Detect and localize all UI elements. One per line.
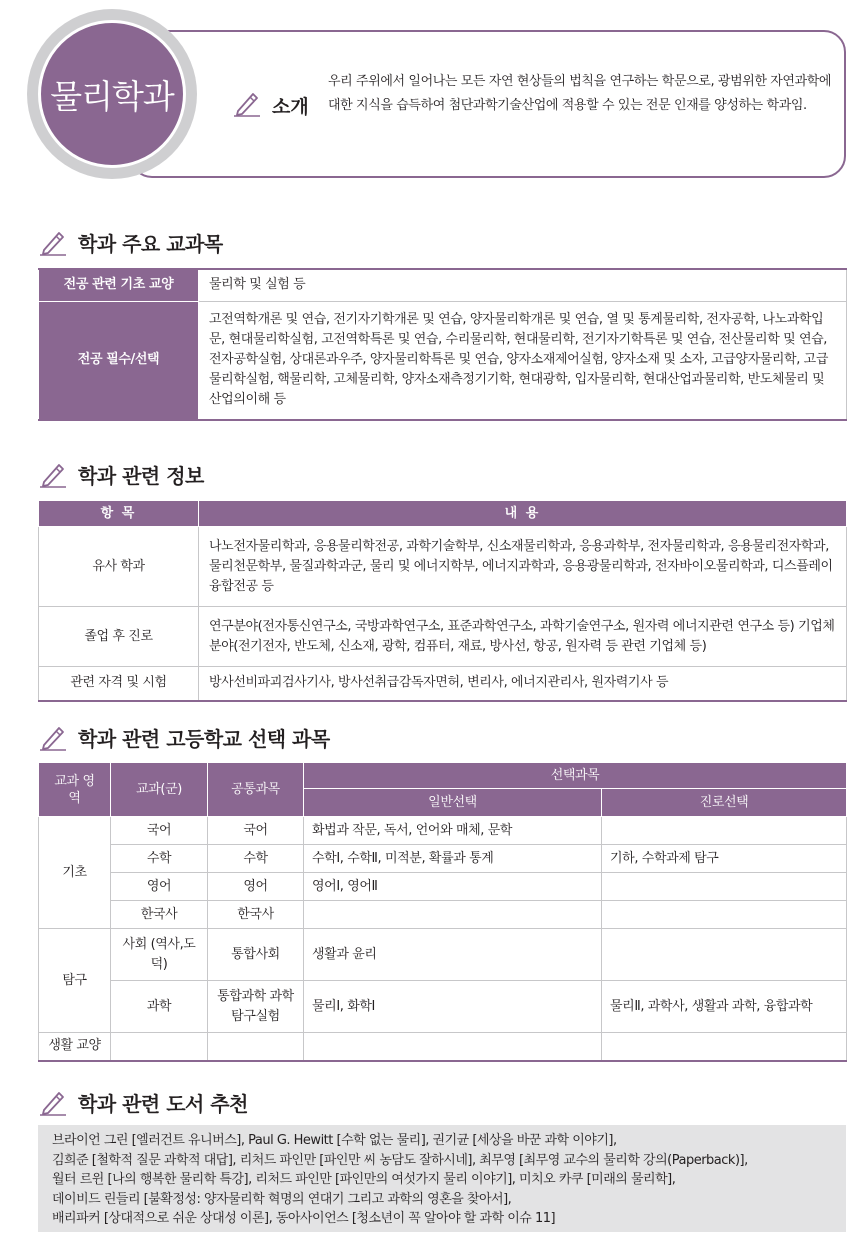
common-cell: 수학 xyxy=(208,845,304,873)
general-cell: 영어Ⅰ, 영어Ⅱ xyxy=(304,873,602,901)
common-cell: 통합과학 과학탐구실험 xyxy=(208,981,304,1033)
area-cell: 기초 xyxy=(39,817,111,929)
book-line: 데이비드 린들리 [불확정성: 양자물리학 혁명의 연대기 그리고 과학의 영혼을 찾아서], xyxy=(52,1191,512,1207)
table-row xyxy=(39,817,847,845)
table-row xyxy=(39,667,847,701)
table-row xyxy=(39,981,847,1033)
section-courses-heading xyxy=(38,227,223,257)
row-key: 전공 관련 기초 교양 xyxy=(39,269,199,301)
table-header-row xyxy=(39,763,847,789)
row-value: 고전역학개론 및 연습, 전기자기학개론 및 연습, 양자물리학개론 및 연습, 열 및 통계물리학, 전자공학, 나노과학입문, 현대물리학실험, 고전역학특론 및 연습, 수리물리학, 현대물리학, 전기자기학특론 및 연습, 전산물리학 및 연습, 전자공학실험, 상대론과우주, 양자물리학특론 및 연습, 양자소재제어실험, 양자소재 및 소자, 고급양자물리학, 고급물리학실험, 핵물리학, 고체물리학, 양자소재측정기기학, 현대광학, 입자물리학, 현대산업과물리학, 반도체물리 및 산업의이해 등 xyxy=(199,301,847,420)
row-key: 졸업 후 진로 xyxy=(39,607,199,667)
general-cell xyxy=(304,901,602,929)
row-key: 유사 학과 xyxy=(39,527,199,607)
career-cell xyxy=(602,817,847,845)
section-title: 학과 관련 고등학교 선택 과목 xyxy=(78,726,330,751)
column-header: 항 목 xyxy=(39,501,199,527)
column-header: 선택과목 xyxy=(304,763,847,789)
table-row xyxy=(39,873,847,901)
subject-cell: 수학 xyxy=(111,845,208,873)
career-cell xyxy=(602,901,847,929)
general-cell xyxy=(304,1033,602,1061)
table-header-row xyxy=(39,501,847,527)
table-row xyxy=(39,527,847,607)
column-header: 공통과목 xyxy=(208,763,304,817)
table-row xyxy=(39,845,847,873)
subject-cell xyxy=(111,1033,208,1061)
table-row xyxy=(39,1033,847,1061)
section-highschool-heading xyxy=(38,722,330,752)
book-line: 김희준 [철학적 질문 과학적 대답], 리처드 파인만 [파인만 씨 농담도 잘하시네], 최무영 [최무영 교수의 물리학 강의(Paperback)], xyxy=(52,1152,748,1168)
common-cell: 한국사 xyxy=(208,901,304,929)
intro-text: 우리 주위에서 일어나는 모든 자연 현상들의 법칙을 연구하는 학문으로, 광범위한 자연과학에 대한 지식을 습득하여 첨단과학기술산업에 적용할 수 있는 전문 인재를 양성하는 학과임. xyxy=(328,74,832,113)
general-cell: 물리Ⅰ, 화학Ⅰ xyxy=(304,981,602,1033)
book-line: 월터 르윈 [나의 행복한 물리학 특강], 리처드 파인만 [파인만의 여섯가지 물리 이야기], 미치오 카쿠 [미래의 물리학], xyxy=(52,1172,676,1187)
row-value: 나노전자물리학과, 응용물리학전공, 과학기술학부, 신소재물리학과, 응용과학부, 전자물리학과, 응용물리전자학과, 물리천문학부, 물질과학과군, 물리 및 에너지학부, 에너지과학과, 응용광물리학과, 전자바이오물리학과, 디스플레이융합전공 등 xyxy=(199,527,847,607)
section-info-heading xyxy=(38,459,204,489)
table-row xyxy=(39,901,847,929)
area-cell: 생활 교양 xyxy=(39,1033,111,1061)
common-cell: 통합사회 xyxy=(208,929,304,981)
highschool-subjects-table xyxy=(38,762,847,1062)
subject-cell: 영어 xyxy=(111,873,208,901)
subject-cell: 과학 xyxy=(111,981,208,1033)
career-cell: 물리Ⅱ, 과학사, 생활과 과학, 융합과학 xyxy=(602,981,847,1033)
section-title: 학과 관련 도서 추천 xyxy=(78,1091,248,1116)
general-cell: 화법과 작문, 독서, 언어와 매체, 문학 xyxy=(304,817,602,845)
general-cell: 생활과 윤리 xyxy=(304,929,602,981)
book-line: 배리파커 [상대적으로 쉬운 상대성 이론], 동아사이언스 [청소년이 꼭 알아야 할 과학 이슈 11] xyxy=(52,1211,556,1226)
common-cell xyxy=(208,1033,304,1061)
pencil-icon xyxy=(232,88,262,118)
table-row xyxy=(39,301,847,420)
row-value: 연구분야(전자통신연구소, 국방과학연구소, 표준과학연구소, 과학기술연구소, 원자력 에너지관련 연구소 등) 기업체분야(전기전자, 반도체, 신소재, 광학, 컴퓨터, 재료, 방사선, 항공, 원자력 등 관련 기업체 등) xyxy=(199,607,847,667)
title-badge xyxy=(38,20,186,168)
info-table xyxy=(38,500,847,702)
career-cell xyxy=(602,929,847,981)
row-key: 전공 필수/선택 xyxy=(39,301,199,420)
pencil-icon xyxy=(38,1087,68,1117)
table-row xyxy=(39,269,847,301)
general-cell: 수학Ⅰ, 수학Ⅱ, 미적분, 확률과 통계 xyxy=(304,845,602,873)
column-header: 교과 영역 xyxy=(39,763,111,817)
subject-cell: 국어 xyxy=(111,817,208,845)
subject-cell: 한국사 xyxy=(111,901,208,929)
common-cell: 국어 xyxy=(208,817,304,845)
table-row xyxy=(39,929,847,981)
column-header: 내 용 xyxy=(199,501,847,527)
row-value: 방사선비파괴검사기사, 방사선취급감독자면허, 변리사, 에너지관리사, 원자력기사 등 xyxy=(199,667,847,701)
career-cell xyxy=(602,873,847,901)
page-title: 물리학과 xyxy=(50,76,174,116)
pencil-icon xyxy=(38,722,68,752)
career-cell: 기하, 수학과제 탐구 xyxy=(602,845,847,873)
book-recommendations xyxy=(38,1125,846,1232)
career-cell xyxy=(602,1033,847,1061)
intro-label: 소개 xyxy=(272,96,309,118)
column-header: 진로선택 xyxy=(602,789,847,817)
section-books-heading xyxy=(38,1087,248,1117)
column-header: 교과(군) xyxy=(111,763,208,817)
pencil-icon xyxy=(38,227,68,257)
section-title: 학과 주요 교과목 xyxy=(78,231,223,256)
common-cell: 영어 xyxy=(208,873,304,901)
table-row xyxy=(39,607,847,667)
subject-cell: 사회 (역사,도덕) xyxy=(111,929,208,981)
area-cell: 탐구 xyxy=(39,929,111,1033)
row-value: 물리학 및 실험 등 xyxy=(199,269,847,301)
book-line: 브라이언 그린 [엘러건트 유니버스], Paul G. Hewitt [수학 없는 물리], 권기균 [세상을 바꾼 과학 이야기], xyxy=(52,1133,617,1148)
row-key: 관련 자격 및 시험 xyxy=(39,667,199,701)
pencil-icon xyxy=(38,459,68,489)
column-header: 일반선택 xyxy=(304,789,602,817)
courses-table xyxy=(38,268,847,421)
section-title: 학과 관련 정보 xyxy=(78,463,204,488)
